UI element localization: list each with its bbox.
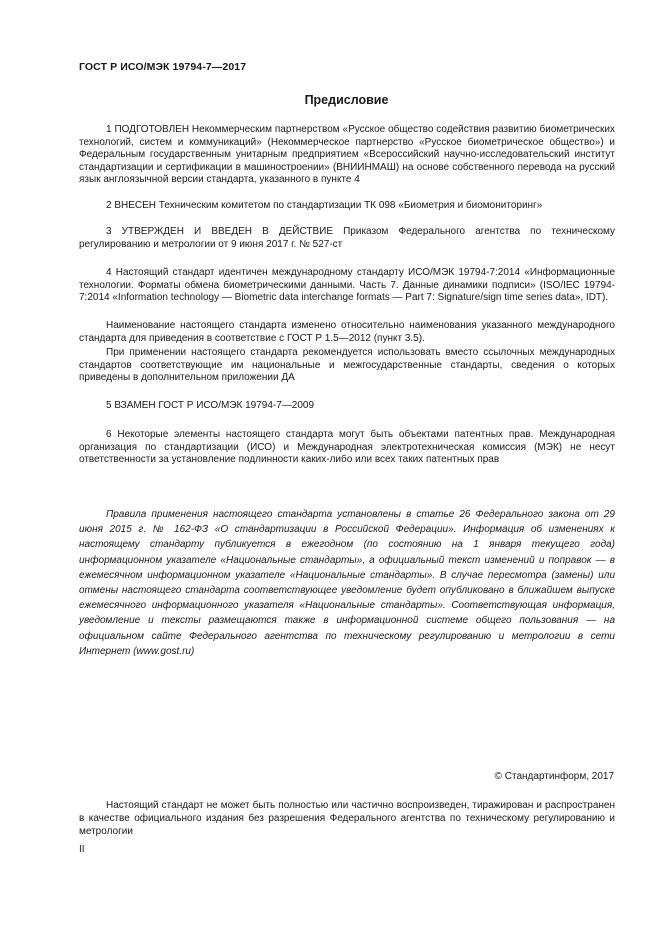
section-5-paragraph: 5 ВЗАМЕН ГОСТ Р ИСО/МЭК 19794-7—2009 — [106, 400, 315, 411]
document-code-header: ГОСТ Р ИСО/МЭК 19794-7—2017 — [79, 61, 247, 73]
section-3-paragraph: 3 УТВЕРЖДЕН И ВВЕДЕН В ДЕЙСТВИЕ Приказом Федерального агентства по техническому регулированию и метрологии от 9 июня 2017 г. № 527-ст — [79, 226, 615, 250]
copyright-notice: © Стандартинформ, 2017 — [494, 771, 614, 782]
section-1-paragraph: 1 ПОДГОТОВЛЕН Некоммерческим партнерством «Русское общество содействия развитию биометрических технологий, систем и коммуникаций» (Некоммерческое партнерство «Русское биометрическое общество») и Федеральным государственным унитарным предприятием «Всероссийский научно-исследовательский институт стандартизации и сертификации в машиностроении» (ВНИИНМАШ) на основе собственного перевода на русский язык англоязычной версии стандарта, указанного в пункте 4 — [79, 124, 615, 186]
page-title: Предисловие — [304, 93, 389, 107]
section-4-paragraph-2: Наименование настоящего стандарта изменено относительно наименования указанного международного стандарта для приведения в соответствие с ГОСТ Р 1.5—2012 (пункт 3.5). — [79, 320, 615, 344]
section-4-paragraph-3: При применении настоящего стандарта рекомендуется использовать вместо ссылочных международных стандартов соответствующие им национальные и межгосударственные стандарты, сведения о которых приведены в дополнительном приложении ДА — [79, 347, 615, 384]
section-6-paragraph: 6 Некоторые элементы настоящего стандарта могут быть объектами патентных прав. Международная организация по стандартизации (ИСО) и Международная электротехническая комиссия (МЭК) не несут ответственности за установление подлинности каких-либо или всех таких патентных прав — [79, 429, 615, 466]
page-number: II — [79, 844, 85, 855]
reproduction-notice: Настоящий стандарт не может быть полностью или частично воспроизведен, тиражирован и распространен в качестве официального издания без разрешения Федерального агентства по техническому регулированию и метрологии — [79, 800, 615, 837]
section-2-paragraph: 2 ВНЕСЕН Техническим комитетом по стандартизации ТК 098 «Биометрия и биомониторинг» — [106, 200, 543, 211]
standard-application-note: Правила применения настоящего стандарта установлены в статье 26 Федерального закона от 29 июня 2015 г. № 162-ФЗ «О стандартизации в Российской Федерации». Информация об изменениях к настоящему стандарту публикуется в ежегодном (по состоянию на 1 января текущего года) информационном указателе «Национальные стандарты», а официальный текст изменений и поправок — в ежемесячном информационном указателе «Национальные стандарты». В случае пересмотра (замены) или отмены настоящего стандарта соответствующее уведомление будет опубликовано в ближайшем выпуске ежемесячного информационного указателя «Национальные стандарты». Соответствующая информация, уведомление и тексты размещаются также в информационной системе общего пользования — на официальном сайте Федерального агентства по техническому регулированию и метрологии в сети Интернет (www.gost.ru) — [79, 509, 615, 657]
section-4-paragraph-1: 4 Настоящий стандарт идентичен международному стандарту ИСО/МЭК 19794-7:2014 «Информационные технологии. Форматы обмена биометрическими данными. Часть 7. Данные динамики подписи» (ISO/IEC 19794-7:2014 «Information technology — Biometric data interchange formats — Part 7: Signature/sign time series data», IDT). — [79, 267, 615, 304]
